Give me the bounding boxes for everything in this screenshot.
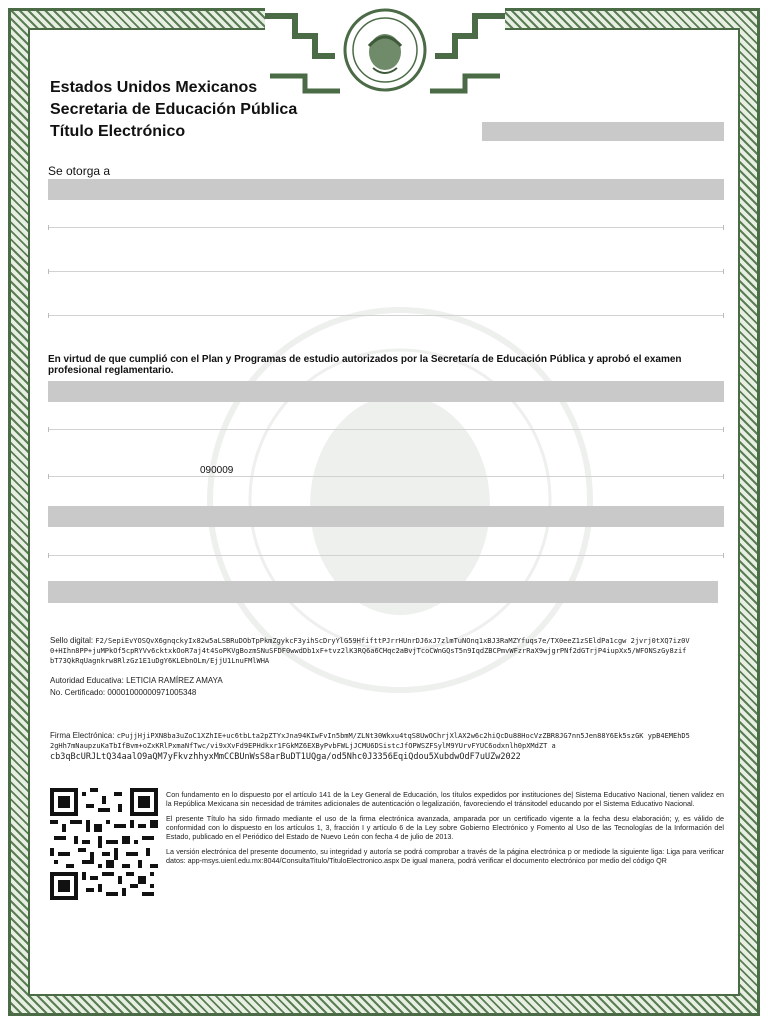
redacted-name: [48, 179, 724, 200]
redacted-folio: [482, 122, 724, 141]
signature-value-line2: cb3qBcURJLtQ34aalO9aQM7yFkvzhhyxMmCCBUnWsS8arBuDT1UQga/od5Nhc0J3356EqiQdou5XubdwOdF7uUZw2022: [50, 752, 521, 762]
certificate-number: [50, 688, 196, 698]
digital-seal-label: Sello digital:: [50, 636, 94, 645]
certificate-number-label: No. Certificado:: [50, 688, 106, 697]
rule-line: [48, 476, 724, 477]
rule-line: [48, 555, 724, 556]
authority-label: Autoridad Educativa:: [50, 676, 124, 685]
redacted-degree: [48, 381, 724, 402]
legal-paragraph-1: Con fundamento en lo dispuesto por el artículo 141 de la Ley General de Educación, los títulos expedidos por instituciones de| Sistema Educativo Nacional, tienen validez en la República Mexicana sin necesidad de trámites adicionales de autenticación o legalización, favoreciendo el tránsitodel educando por el Sistema Educativo Nacional.: [166, 790, 724, 808]
legal-paragraph-3: La versión electrónica del presente documento, su integridad y autoría se podrá comprobar a través de la página electrónica p or mediode la siguiente liga: Liga para verificar datos: app-msys.uienl.edu.mx:8044/ConsultaTitulo/TituloElectronico.aspx De igual manera, podrá verificar el documento electrónico por medio del código QR: [166, 847, 724, 865]
statement-text: En virtud de que cumplió con el Plan y Programas de estudio autorizados por la Secretaría de Educación Pública y aprobó el examen profesional reglamentario.: [48, 354, 682, 376]
rule-line: [48, 315, 724, 316]
rule-line: [48, 227, 724, 228]
digital-seal-value: F2/SepiEvYOSQvX6gnqckyIx82w5aLSBRuDObTpPkmZgykcF3yihScDryYlG59HfifttPJrrHUnrDJ6xJ7zlmTuNOnq1xBJ3RaMZYfuqs7e/TX0eeZ1zSEldPa1cgw 2jvrj0tXQ7iz0V0+HIhn8PP+juMPkOf5cpRYVv6cktxkOoR7aj4t4SoPKVgBozmSNuSFDF0wwdDb1xF+tvz2lK3RQ6a6CHqc2aBvjTcoCWnGQsT5n9IqdZBCPmvWFzrRaX9wjgrPNf2dGTrjP4iupXx5/WFONSzGy8zifbT73QkRqUagnkrw8RlzGz1E1uDgY6KLEbnOLm/EjjU1LnuFMlWHA: [50, 637, 690, 665]
redacted-institution: [48, 506, 724, 527]
national-seal-icon: [265, 6, 505, 98]
grant-label: Se otorga a: [48, 164, 111, 178]
signature-label: Firma Electrónica:: [50, 731, 115, 740]
electronic-signature: [50, 731, 690, 751]
legal-paragraph-2: El presente Título ha sido firmado mediante el uso de la firma electrónica avanzada, amparada por un certificado vigente a la fecha desu elaboración; y, es válido de conformidad con lo dispuesto en los artículos 1, 3, fracción I y artículo 6 de la Ley sobre Gobierno Electrónico y Fomento al Uso de las Tecnologías de la Información del Estado, publicado en el Periódico del Estado de Nuevo León con fecha 4 de julio de 2013.: [166, 814, 724, 841]
rule-line: [48, 429, 724, 430]
institution-code: 090009: [200, 465, 234, 476]
digital-seal: [50, 636, 690, 666]
header-document-type: Título Electrónico: [50, 123, 186, 140]
header-country: Estados Unidos Mexicanos: [50, 79, 258, 96]
legal-notice: [166, 790, 724, 871]
header-secretariat: Secretaria de Educación Pública: [50, 101, 298, 118]
authority: [50, 676, 223, 686]
qr-code-icon: [50, 788, 158, 900]
authority-value: LETICIA RAMÍREZ AMAYA: [126, 676, 223, 685]
redacted-date: [48, 581, 718, 603]
certificate-number-value: 00001000000971005348: [107, 688, 197, 697]
rule-line: [48, 271, 724, 272]
signature-value: cPujjHjiPXN8ba3uZoC1XZhIE+uc6tbLta2pZTYxJna94KIwFvIn5bmM/ZLNt30Wkxu4tqS8UwOChrjXlAX2w6c2hiQcDu88HocVzZBR8JG7nn5Jen88Y6Ek5szGK ypB4EMEhD52gHh7mNaupzuKaTbIfBvm+oZxKRlPxmaNfTwc/vi9xXvFd9EPHdkxr1FGkMZ6EXByPvbFWLjJCMU6DSistcJfOPWSZFSylM9YUrvFYUC6odxnlh0pXMdZT a: [50, 732, 690, 750]
